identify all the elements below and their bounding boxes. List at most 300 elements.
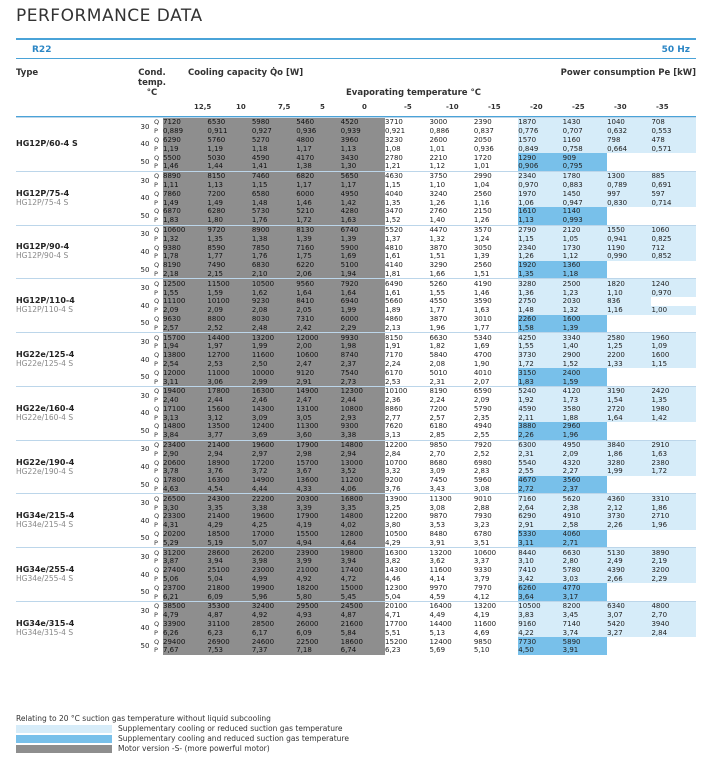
value-cell [651,583,696,592]
value-cell: 16300 [252,386,296,395]
value-cell [651,270,696,279]
value-cell [607,368,651,377]
value-cell: 1,63 [473,306,490,315]
qp-label: Q [154,386,163,395]
value-cell: 4,54 [207,485,251,494]
value-cell: 3,42 [518,575,562,584]
value-cell: 1,39 [341,234,385,243]
value-cell: 1,15 [385,180,401,189]
value-cell: 2,18 [163,270,207,279]
qp-label: P [154,144,158,153]
value-cell: 2760 [429,207,448,216]
value-cell [651,368,696,377]
value-cell: 3590 [473,297,492,306]
value-cell: 2380 [651,458,696,467]
qp-label: P [154,592,158,601]
value-cell: 10600 [474,548,518,557]
value-cell: 9010 [474,494,518,503]
value-cell: 2580 [607,333,651,342]
value-cell: 4800 [296,136,340,145]
value-cell: 2,55 [473,431,490,440]
value-cell: 3,09 [252,413,296,422]
value-cell: 5130 [607,548,651,557]
value-cell: 5,04 [207,575,251,584]
value-cell: 4,19 [473,611,490,620]
cond-temp-cell: 40 [140,570,150,579]
value-cell: 5500 [163,153,207,162]
qp-label: Q [154,153,160,162]
value-cell: 5960 [473,476,492,485]
value-cell: 3840 [607,440,651,449]
value-cell [607,153,651,162]
value-cell: 2,26 [607,521,651,530]
qp-label: Q [154,602,163,611]
value-cell: 21800 [207,583,251,592]
value-cell: 19600 [252,440,296,449]
value-cell: 7,67 [163,646,207,655]
value-cell: 9970 [429,583,448,592]
value-cell: 1,37 [385,234,401,243]
table-row [16,279,696,288]
value-cell: 2,44 [207,396,251,405]
qp-label: Q [154,171,163,180]
value-cell: 2,31 [518,449,562,458]
value-cell: 2990 [474,171,518,180]
cond-temp-cell: 50 [140,373,150,382]
value-cell: 1,40 [563,342,607,351]
value-cell: 2,84 [651,628,696,637]
value-cell: 1290 [518,153,562,162]
value-cell: 13000 [341,458,385,467]
value-cell: 4,59 [429,592,446,601]
value-cell: 1,96 [429,323,446,332]
value-cell: 2120 [563,225,607,234]
value-cell: 2,11 [518,413,562,422]
value-cell: 7160 [296,243,340,252]
cond-temp-cell: 50 [140,480,150,489]
value-cell: 1040 [607,118,651,127]
value-cell: 2,15 [207,270,251,279]
value-cell: 9230 [252,297,296,306]
value-cell [607,646,651,655]
value-cell: 8900 [252,225,296,234]
value-cell: 23900 [296,548,340,557]
value-cell: 3,80 [385,521,401,530]
value-cell: 2030 [563,297,607,306]
value-cell: 1550 [607,225,651,234]
value-cell: 1,17 [296,181,340,190]
value-cell: 2790 [518,225,562,234]
value-cell: 1140 [563,207,607,216]
value-cell: 2,91 [518,521,562,530]
model-primary: HG22e/190-4 [16,457,75,467]
model-primary: HG34e/255-4 [16,565,75,575]
value-cell: 1,88 [563,413,607,422]
value-cell: 2150 [473,207,492,216]
value-cell: 3,27 [607,628,651,637]
value-cell [651,431,696,440]
value-cell: 4,49 [429,611,446,620]
value-cell: 1,19 [163,144,207,153]
title-divider [16,38,696,40]
value-cell: 2,48 [252,323,296,332]
qp-label: Q [154,548,163,557]
value-cell [607,431,651,440]
value-cell [607,323,651,332]
value-cell: 9330 [473,566,492,575]
value-cell: 3,38 [341,431,385,440]
value-cell: 0,886 [429,127,450,136]
qp-label: Q [154,207,160,216]
value-cell: 1600 [563,315,607,324]
table-row [16,548,696,557]
qp-label: Q [154,189,160,198]
value-cell: 3,05 [296,413,340,422]
qp-label: P [154,467,158,476]
value-cell: 10000 [252,368,296,377]
cond-temp-cell: 40 [140,194,150,203]
cond-temp-cell: 30 [136,386,154,404]
value-cell: 6780 [473,530,492,539]
qp-label: Q [154,512,160,521]
value-cell: 1,35 [385,198,401,207]
qp-label: P [154,180,158,189]
value-cell: 1720 [473,153,492,162]
value-cell: 12000 [163,368,207,377]
value-cell: 12300 [341,386,385,395]
value-cell: 2,24 [385,359,401,368]
value-cell: 4,19 [296,521,340,530]
value-cell: 9630 [163,315,207,324]
value-cell: 18900 [207,458,251,467]
value-cell: 2,08 [252,306,296,315]
value-cell: 5270 [252,136,296,145]
value-cell: 1,51 [429,252,446,261]
value-cell: 3200 [651,566,696,575]
value-cell: 6940 [341,297,385,306]
value-cell: 2,83 [473,467,490,476]
value-cell: 1,92 [518,396,562,405]
value-cell: 25100 [207,566,251,575]
value-cell: 3,23 [473,521,490,530]
value-cell: 22500 [296,637,340,646]
qp-label: P [154,485,158,494]
value-cell: 6220 [296,261,340,270]
cond-temp-cell: 30 [136,279,154,297]
value-cell: 1,58 [518,323,562,332]
value-cell: 3,74 [563,628,607,637]
value-cell: 2,19 [651,557,696,566]
value-cell: 5790 [473,404,492,413]
value-cell: 2,53 [207,360,251,369]
cond-temp-cell: 40 [140,355,150,364]
value-cell: 0,927 [252,127,296,136]
value-cell: 2,06 [296,270,340,279]
value-cell [607,315,651,324]
value-cell: 5520 [385,225,429,234]
cond-temp-cell: 40 [140,463,150,472]
value-cell: 0,993 [563,216,607,225]
value-cell: 0,947 [563,198,607,207]
model-name [16,118,136,172]
evap-temp-label: 10 [236,103,246,111]
model-name [16,440,136,494]
value-cell: 7170 [385,351,403,360]
value-cell: 9380 [163,243,207,252]
value-cell: 7620 [385,422,403,431]
value-cell [607,538,651,547]
type-header: Type [16,68,39,78]
value-cell: 11000 [207,368,251,377]
value-cell: 2,55 [518,467,562,476]
qp-label: P [154,198,158,207]
value-cell: 0,758 [563,144,607,153]
value-cell: 1,13 [518,216,562,225]
value-cell: 7920 [341,279,385,288]
value-cell: 1,52 [385,216,401,225]
cooling-header: Cooling capacity Q̇o [W] [188,68,304,78]
value-cell: 798 [607,136,651,145]
value-cell: 7200 [207,189,251,198]
value-cell: 19400 [163,386,207,395]
value-cell: 9870 [429,512,448,521]
value-cell: 14300 [385,566,408,575]
value-cell: 1,36 [518,288,562,297]
value-cell: 4,31 [163,521,207,530]
value-cell: 2,27 [563,467,607,476]
evap-header: Evaporating temperature °C [346,88,481,98]
qp-label: Q [154,440,163,449]
value-cell: 5,69 [429,646,446,655]
cond-temp-cell: 50 [140,426,150,435]
table-header [16,60,696,114]
value-cell: 3,03 [563,575,607,584]
value-cell: 15700 [296,458,340,467]
refrigerant-label: R22 [32,45,52,55]
value-cell: 1060 [651,225,696,234]
qp-label: Q [154,261,160,270]
value-cell: 1,32 [429,234,446,243]
value-cell: 11500 [207,279,251,288]
value-cell [651,207,696,216]
note-line: Relating to 20 °C suction gas temperature without liquid subcooling [16,714,271,723]
legend-swatch-grey [16,745,112,753]
cond-temp-cell: 40 [140,409,150,418]
value-cell: 4,46 [385,575,401,584]
value-cell: 14900 [296,386,340,395]
value-cell: 2710 [651,512,696,521]
value-cell: 1,39 [563,323,607,332]
model-primary: HG34e/315-4 [16,618,75,628]
value-cell: 6290 [163,136,207,145]
value-cell: 6630 [429,333,473,342]
value-cell: 909 [563,153,607,162]
value-cell: 6000 [341,315,385,324]
cond-temp-cell: 40 [140,140,150,149]
value-cell: 2,66 [607,575,651,584]
model-name [16,494,136,548]
model-name [16,171,136,225]
value-cell: 7410 [518,566,562,575]
value-cell [607,476,651,485]
value-cell: 4590 [252,153,296,162]
value-cell: 16800 [341,494,385,503]
value-cell: 1,17 [296,144,340,153]
evap-temp-label: -25 [572,103,585,111]
value-cell: 1,78 [163,252,207,261]
value-cell: 1,04 [473,180,490,189]
cond-temp-cell: 50 [140,588,150,597]
value-cell: 997 [607,189,651,198]
value-cell: 1,52 [563,360,607,369]
value-cell: 5540 [518,458,562,467]
cond-temp-cell: 30 [136,602,154,620]
value-cell: 9850 [473,637,492,646]
value-cell: 17200 [252,458,296,467]
value-cell: 4940 [473,422,492,431]
value-cell: 5100 [341,261,385,270]
qp-label: P [154,306,158,315]
value-cell: 2,09 [207,306,251,315]
value-cell: 17800 [163,476,207,485]
value-cell: 2,84 [385,449,401,458]
qp-label: P [154,377,158,386]
qp-label: P [154,449,158,458]
value-cell [651,323,696,332]
value-cell: 1600 [651,351,696,360]
value-cell: 1,81 [385,269,401,278]
value-cell: 3870 [429,314,448,323]
value-cell: 4,79 [163,611,207,620]
value-cell: 10600 [296,351,340,360]
value-cell: 0,990 [607,252,651,261]
value-cell: 7160 [518,494,562,503]
value-cell: 0,970 [518,181,562,190]
value-cell: 8200 [563,602,607,611]
value-cell: 3,76 [207,467,251,476]
qp-label: P [154,234,158,243]
value-cell: 18500 [207,530,251,539]
value-cell: 2,85 [429,431,446,440]
value-cell: 33900 [163,620,207,629]
value-cell: 38500 [163,602,207,611]
value-cell: 2,93 [341,413,385,422]
value-cell: 0,553 [651,127,696,136]
value-cell: 24500 [341,602,385,611]
value-cell: 1,96 [563,431,607,440]
cond-temp-cell: 50 [140,157,150,166]
value-cell: 23400 [163,440,207,449]
value-cell: 2,31 [429,377,446,386]
value-cell: 12200 [385,440,429,449]
model-name [16,225,136,279]
value-cell: 1,77 [207,252,251,261]
value-cell: 2,35 [473,413,490,422]
value-cell: 2,08 [429,359,446,368]
value-cell [607,592,651,601]
value-cell: 1,17 [341,181,385,190]
cond-temp-cell: 40 [140,247,150,256]
value-cell: 0,911 [207,127,251,136]
value-cell: 12300 [385,583,408,592]
value-cell: 2,49 [607,557,651,566]
evap-temp-label: 12,5 [194,103,212,111]
value-cell: 5,13 [429,628,446,637]
value-cell: 24600 [252,637,296,646]
value-cell: 1,19 [207,144,251,153]
value-cell: 1,61 [385,288,401,297]
value-cell: 2,09 [163,306,207,315]
value-cell: 5340 [474,333,518,342]
value-cell: 12500 [163,279,207,288]
value-cell: 2,10 [252,270,296,279]
value-cell: 3,87 [163,557,207,566]
value-cell [607,261,651,270]
value-cell: 0,714 [651,198,696,207]
value-cell: 8800 [207,315,251,324]
value-cell: 28500 [252,620,296,629]
value-cell: 1,96 [651,521,696,530]
value-cell: 1,90 [473,359,490,368]
qp-label: Q [154,583,160,592]
value-cell: 3,09 [429,467,446,476]
value-cell: 4,02 [341,521,385,530]
qp-label: Q [154,620,160,629]
value-cell: 1,73 [563,396,607,405]
value-cell: 5840 [429,351,448,360]
value-cell: 3570 [474,225,518,234]
value-cell: 2,12 [607,503,651,512]
value-cell: 3,53 [429,521,446,530]
value-cell: 2,52 [473,449,490,458]
value-cell: 1,32 [563,306,607,315]
value-cell: 4950 [341,189,385,198]
qp-label: P [154,342,158,351]
value-cell: 12200 [385,512,408,521]
value-cell: 6290 [518,512,562,521]
value-cell: 7450 [429,476,448,485]
value-cell: 4,14 [429,575,446,584]
value-cell: 4470 [429,225,473,234]
legend-item-3: Motor version -S- (more powerful motor) [16,744,349,754]
qp-label: Q [154,351,160,360]
value-cell: 2560 [473,261,492,270]
value-cell: 3,94 [341,557,385,566]
value-cell: 7140 [563,620,607,629]
value-cell: 1,21 [385,162,401,171]
table-row [16,494,696,503]
value-cell: 1820 [607,279,651,288]
cond-temp-cell: 50 [140,265,150,274]
value-cell: 17000 [252,530,296,539]
value-cell: 2,46 [252,396,296,405]
cond-temp-cell: 30 [136,225,154,243]
model-primary: HG22e/125-4 [16,350,75,360]
value-cell: 23300 [163,512,207,521]
value-cell: 8150 [207,171,251,180]
cond-temp-cell: 30 [136,440,154,458]
value-cell: 1,39 [473,252,490,261]
value-cell: 14800 [341,440,385,449]
value-cell [607,162,651,171]
value-cell: 6490 [385,279,429,288]
qp-label: Q [154,279,163,288]
value-cell: 2,09 [563,449,607,458]
value-cell: 2,36 [385,396,401,405]
value-cell: 2910 [651,440,696,449]
evap-temp-label: 5 [320,103,325,111]
value-cell: 5650 [341,171,385,180]
